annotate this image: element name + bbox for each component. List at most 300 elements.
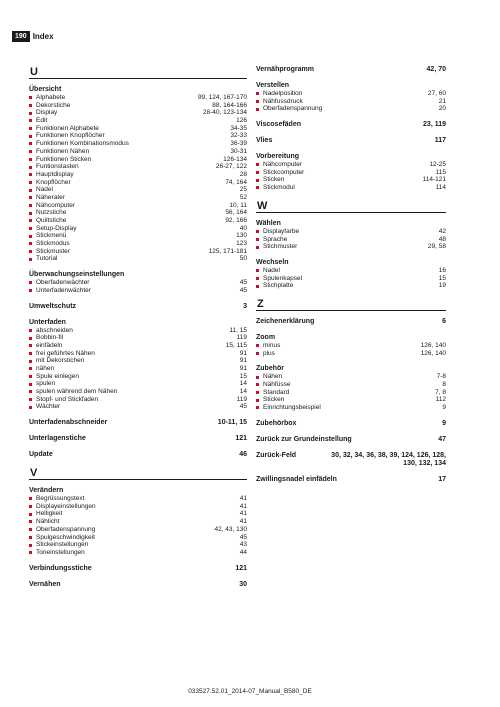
index-item (256, 350, 446, 358)
index-item-pages: 74, 164 (225, 178, 247, 186)
index-item-pages: 126, 140 (420, 341, 446, 349)
index-item-text: Hauptdisplay (36, 170, 74, 178)
bullet-icon (29, 497, 32, 500)
index-item-pages: 28-40, 123-134 (202, 109, 247, 117)
index-item (29, 240, 247, 248)
index-item (256, 169, 446, 177)
index-item-pages: 30-31 (230, 147, 247, 155)
index-item (29, 357, 247, 365)
index-item-pages: 92, 166 (225, 217, 247, 224)
index-item-label (29, 403, 60, 411)
index-item (256, 404, 446, 412)
section-title (29, 487, 247, 495)
index-item-label (29, 495, 84, 503)
index-item-text: Toneinstellungen (36, 548, 85, 556)
index-item-pages: 16 (438, 266, 446, 274)
bullet-icon (29, 352, 32, 355)
index-item-text: Spulenkapsel (263, 274, 303, 282)
bullet-icon (256, 269, 259, 272)
index-item (29, 526, 247, 534)
index-item-label (256, 275, 302, 283)
bullet-icon (256, 399, 259, 402)
bullet-icon (29, 536, 32, 539)
index-item (256, 381, 446, 389)
index-item-label (29, 380, 55, 388)
index-item-text: frei geführtes Nähen (36, 349, 95, 357)
page-title: Index (32, 32, 54, 41)
section-title (256, 334, 446, 342)
index-section (29, 487, 247, 557)
entry-title (256, 121, 446, 129)
entry-title (256, 137, 446, 145)
index-entry-multiline (256, 452, 446, 468)
index-item-label (29, 117, 47, 125)
index-item-label (256, 184, 295, 192)
index-item (256, 373, 446, 381)
bullet-icon (29, 513, 32, 516)
index-item (29, 225, 247, 233)
index-item-label (29, 148, 89, 156)
index-item (256, 90, 446, 98)
index-item-label (29, 248, 70, 256)
index-item (29, 365, 247, 373)
index-item-pages: 9 (442, 404, 446, 412)
bullet-icon (29, 166, 32, 169)
index-item (29, 248, 247, 256)
index-item-pages: 29, 58 (427, 243, 446, 251)
index-item (256, 98, 446, 106)
entry-pages: 30, 32, 34, 36, 38, 39, 124, 126, 128, 130, 132, 134 (331, 451, 446, 467)
bullet-icon (256, 383, 259, 386)
index-item (29, 380, 247, 388)
index-item-text: Funktionen Kombinationsmodus (36, 140, 129, 148)
bullet-icon (29, 367, 32, 370)
bullet-icon (256, 246, 259, 249)
index-item-text: spulen (36, 380, 56, 388)
index-item (29, 232, 247, 240)
index-item-label (29, 373, 79, 381)
bullet-icon (256, 186, 259, 189)
index-entry (256, 121, 446, 129)
index-entry (29, 419, 247, 427)
index-item-text: Dekorstiche (36, 101, 71, 109)
bullet-icon (29, 212, 32, 215)
index-item-label (29, 156, 91, 164)
index-entry (256, 436, 446, 444)
index-item-pages: 119 (236, 395, 247, 403)
entry-title (256, 420, 446, 428)
index-item-text: Wächter (36, 403, 61, 411)
bullet-icon (29, 204, 32, 207)
index-item (29, 403, 247, 411)
index-item (29, 534, 247, 542)
index-item-text: plus (263, 349, 275, 357)
index-item-text: Nadel (263, 266, 280, 274)
index-item-pages: 91 (239, 357, 247, 365)
index-item (256, 228, 446, 236)
index-item-text: minus (263, 341, 281, 349)
index-section (29, 86, 247, 263)
index-item (256, 176, 446, 184)
index-item-label (256, 169, 304, 177)
index-item-label (29, 140, 129, 148)
entry-label: Unterlagenstiche (29, 435, 86, 443)
bullet-icon (29, 360, 32, 363)
bullet-icon (29, 258, 32, 261)
index-item-label (29, 526, 95, 534)
index-item-label (29, 510, 62, 518)
bullet-icon (29, 189, 32, 192)
entry-title (29, 435, 247, 443)
bullet-icon (29, 289, 32, 292)
index-item (29, 342, 247, 350)
index-item-text: Näherater (36, 193, 65, 201)
index-item (29, 217, 247, 225)
bullet-icon (29, 406, 32, 409)
index-item-pages: 15, 115 (225, 341, 247, 349)
section-title-label: Verstellen (256, 82, 290, 89)
entry-title (29, 581, 247, 589)
entry-title (29, 451, 247, 459)
letter-heading-w: W (256, 200, 446, 213)
index-item-label (29, 518, 59, 526)
section-title-label: Wählen (256, 219, 281, 227)
bullet-icon (256, 376, 259, 379)
index-item (29, 350, 247, 358)
entry-pages: 9 (442, 419, 446, 427)
entry-pages: 42, 70 (426, 66, 446, 73)
entry-pages: 117 (434, 137, 446, 145)
index-item-pages: 45 (239, 403, 247, 411)
section-title-label: Verändern (29, 487, 64, 495)
index-item-label (29, 202, 75, 210)
index-item-pages: 130 (236, 232, 247, 240)
index-entry (256, 66, 446, 74)
index-item-pages: 15 (239, 372, 247, 380)
entry-label: Update (29, 451, 53, 459)
index-item-text: Stickmodul (263, 184, 295, 192)
index-item-label (256, 176, 284, 184)
entry-label: Vernähprogramm (256, 66, 314, 73)
bullet-icon (29, 337, 32, 340)
index-entry (29, 303, 247, 311)
entry-title (29, 303, 247, 311)
index-item-label (29, 240, 70, 248)
index-item-pages: 43 (239, 541, 247, 549)
index-item-text: Stickmodus (36, 240, 70, 248)
index-item (29, 194, 247, 202)
index-item-pages: 45 (239, 286, 247, 294)
entry-title (29, 565, 247, 573)
index-item-text: Stopf- und Stickfaden (36, 395, 99, 403)
bullet-icon (256, 230, 259, 233)
index-item-label (29, 232, 66, 240)
index-item-label (256, 404, 321, 412)
bullet-icon (29, 119, 32, 122)
bullet-icon (29, 104, 32, 107)
section-title-label: Überwachungseinstellungen (29, 271, 125, 279)
index-item (29, 163, 247, 171)
index-item-text: Stichmuster (263, 243, 298, 251)
index-item-text: Stickmuster (36, 247, 70, 255)
index-item-pages: 42 (438, 227, 446, 235)
index-item-pages: 32-33 (230, 132, 247, 140)
index-item-label (256, 396, 284, 404)
bullet-icon (29, 544, 32, 547)
index-item-text: Standard (263, 388, 290, 396)
index-item-pages: 45 (239, 279, 247, 287)
index-item-pages: 8 (442, 381, 446, 388)
bullet-icon (29, 158, 32, 161)
index-section (256, 365, 446, 411)
index-item-pages: 14 (239, 388, 247, 395)
bullet-icon (29, 96, 32, 99)
index-item-label (29, 342, 62, 350)
bullet-icon (29, 528, 32, 531)
index-item (29, 94, 247, 102)
index-item-text: Oberfadenspannung (263, 105, 323, 113)
index-item-label (256, 267, 280, 275)
bullet-icon (29, 375, 32, 378)
index-item (256, 161, 446, 169)
index-item-label (29, 327, 73, 335)
index-item (29, 140, 247, 148)
index-item-label (256, 90, 302, 98)
index-item-label (29, 365, 54, 373)
index-item-text: Nähen (263, 373, 283, 381)
index-section (256, 82, 446, 113)
bullet-icon (29, 227, 32, 230)
index-item-text: nähen (36, 364, 55, 372)
index-item-label (256, 161, 302, 169)
entry-pages: 121 (235, 564, 247, 572)
bullet-icon (256, 344, 259, 347)
index-item (29, 209, 247, 217)
index-item (256, 389, 446, 397)
index-item (29, 549, 247, 557)
index-item-pages: 11, 15 (229, 326, 247, 334)
index-column-left (29, 66, 247, 597)
index-item-label (29, 225, 76, 233)
index-item (256, 396, 446, 404)
bullet-icon (256, 277, 259, 280)
entry-label: Zwillingsnadel einfädeln (256, 475, 337, 483)
index-item-text: Knopflöcher (36, 178, 71, 186)
bullet-icon (29, 242, 32, 245)
index-item-text: Spule einlegen (36, 372, 80, 380)
bullet-icon (256, 406, 259, 409)
index-item (256, 282, 446, 290)
index-item-pages: 99, 124, 167-170 (197, 94, 247, 101)
bullet-icon (29, 181, 32, 184)
page-number: 190 (12, 31, 30, 42)
index-item (256, 184, 446, 192)
index-item-pages: 45 (239, 533, 247, 541)
index-entry (256, 476, 446, 484)
index-item-text: Stickeinstellungen (36, 541, 89, 549)
document-footer: 033527.52.01_2014-07_Manual_B580_DE (188, 688, 312, 695)
index-item-text: Funktionen Alphabete (36, 124, 99, 132)
letter-heading-v: V (29, 467, 247, 480)
index-item-label (29, 186, 53, 194)
bullet-icon (29, 150, 32, 153)
index-item (29, 510, 247, 518)
index-item-label (29, 209, 66, 217)
bullet-icon (256, 108, 259, 111)
index-item (29, 156, 247, 164)
index-item-label (29, 541, 88, 549)
index-item-pages: 48 (438, 235, 446, 243)
index-item (29, 179, 247, 187)
index-entry (29, 581, 247, 589)
index-item-label (29, 171, 74, 179)
index-item (29, 388, 247, 396)
index-item-label (29, 94, 65, 102)
index-item-pages: 114-121 (422, 176, 446, 184)
index-item-text: Spulgeschwindigkeit (36, 533, 95, 541)
index-item-text: Funktionen Sticken (36, 155, 92, 163)
index-item-label (29, 109, 57, 117)
bullet-icon (256, 163, 259, 166)
index-item-text: Edit (36, 117, 48, 125)
index-item (256, 243, 446, 251)
index-item-pages: 91 (239, 364, 247, 372)
index-item (29, 279, 247, 287)
index-item (29, 541, 247, 549)
entry-pages: 3 (243, 302, 247, 310)
entry-title (256, 66, 446, 74)
bullet-icon (29, 196, 32, 199)
index-item-text: Nähfussdruck (263, 97, 303, 105)
index-item (256, 267, 446, 275)
index-item-label (256, 236, 287, 244)
entry-pages: 23, 119 (423, 121, 446, 129)
index-item-pages: 36-39 (230, 140, 247, 148)
entry-pages: 17 (438, 475, 446, 483)
index-item-text: Tutorial (36, 255, 58, 263)
index-entry (256, 137, 446, 145)
index-item (29, 102, 247, 110)
index-item-pages: 88, 164-166 (212, 101, 247, 109)
index-item (29, 132, 247, 140)
index-item-text: Oberfadenspannung (36, 525, 96, 533)
index-item-label (256, 282, 293, 290)
index-section (29, 319, 247, 412)
index-item-pages: 52 (239, 193, 247, 201)
index-item-pages: 7-8 (436, 373, 446, 381)
index-item-label (256, 350, 275, 358)
index-item (29, 171, 247, 179)
bullet-icon (29, 344, 32, 347)
index-item-text: Funktionen Knopflöcher (36, 132, 105, 140)
index-item-pages: 28 (239, 170, 247, 178)
entry-label: Zeichenerklärung (256, 317, 315, 325)
section-title-label: Unterfaden (29, 318, 66, 326)
entry-label: Vernähen (29, 580, 61, 588)
index-item-label (29, 549, 85, 557)
bullet-icon (29, 398, 32, 401)
index-item-label (29, 125, 99, 133)
index-entry (256, 420, 446, 428)
index-item-text: Helligkeit (36, 510, 63, 518)
index-item (29, 255, 247, 263)
index-item-text: Begrüssungstext (36, 495, 85, 503)
index-item (29, 503, 247, 511)
index-item-text: Nähcomputer (263, 161, 303, 169)
index-item-pages: 42, 43, 130 (214, 525, 247, 533)
index-item-label (29, 217, 66, 225)
index-item-pages: 114 (435, 184, 446, 192)
index-item-text: Nähcomputer (36, 201, 76, 209)
index-item-pages: 41 (239, 510, 247, 518)
page-header (12, 31, 54, 42)
section-title (29, 271, 247, 279)
index-item (256, 236, 446, 244)
index-item-text: Stichplatte (263, 282, 294, 290)
bullet-icon (29, 135, 32, 138)
index-item-text: spulen während dem Nähen (36, 388, 118, 395)
index-item (29, 518, 247, 526)
index-item-label (29, 287, 91, 295)
index-item-pages: 26-27, 122 (215, 163, 247, 171)
index-item-label (29, 503, 96, 511)
index-item-pages: 20 (438, 105, 446, 113)
letter-heading-u: U (29, 66, 247, 79)
index-item-pages: 14 (239, 380, 247, 388)
bullet-icon (256, 352, 259, 355)
index-item-text: Funktionen Nähen (36, 147, 90, 155)
index-item-label (256, 228, 299, 236)
index-item-pages: 41 (239, 502, 247, 510)
index-item (29, 396, 247, 404)
index-item-text: Sprache (263, 235, 288, 243)
index-item-text: Sticken (263, 396, 285, 404)
bullet-icon (29, 505, 32, 508)
index-item-text: Stickmenü (36, 232, 67, 240)
index-item-label (29, 102, 70, 110)
section-title-label: Zubehör (256, 365, 284, 373)
index-item-label (256, 389, 289, 397)
index-item-label (29, 396, 98, 404)
index-item-text: Quiltstiche (36, 217, 67, 224)
index-item-pages: 44 (239, 548, 247, 556)
index-item-pages: 41 (239, 495, 247, 503)
index-item-pages: 119 (236, 334, 247, 342)
index-item-label (256, 98, 303, 106)
index-item (29, 287, 247, 295)
index-item (29, 125, 247, 133)
index-column-right (256, 66, 446, 492)
index-item (29, 186, 247, 194)
section-title (256, 220, 446, 228)
index-item-pages: 126-134 (223, 155, 247, 163)
index-item-label (256, 105, 322, 113)
bullet-icon (29, 112, 32, 115)
index-item-label (29, 194, 65, 202)
index-item-pages: 123 (236, 240, 247, 248)
bullet-icon (29, 383, 32, 386)
entry-pages: 6 (442, 317, 446, 325)
index-item-pages: 112 (435, 396, 446, 404)
bullet-icon (256, 285, 259, 288)
index-item-text: Unterfadenwächter (36, 286, 91, 294)
index-entry (29, 565, 247, 573)
index-section (256, 334, 446, 357)
section-title (256, 365, 446, 373)
entry-label: Umweltschutz (29, 302, 77, 310)
index-item-pages: 19 (438, 282, 446, 290)
index-item-pages: 41 (239, 518, 247, 526)
